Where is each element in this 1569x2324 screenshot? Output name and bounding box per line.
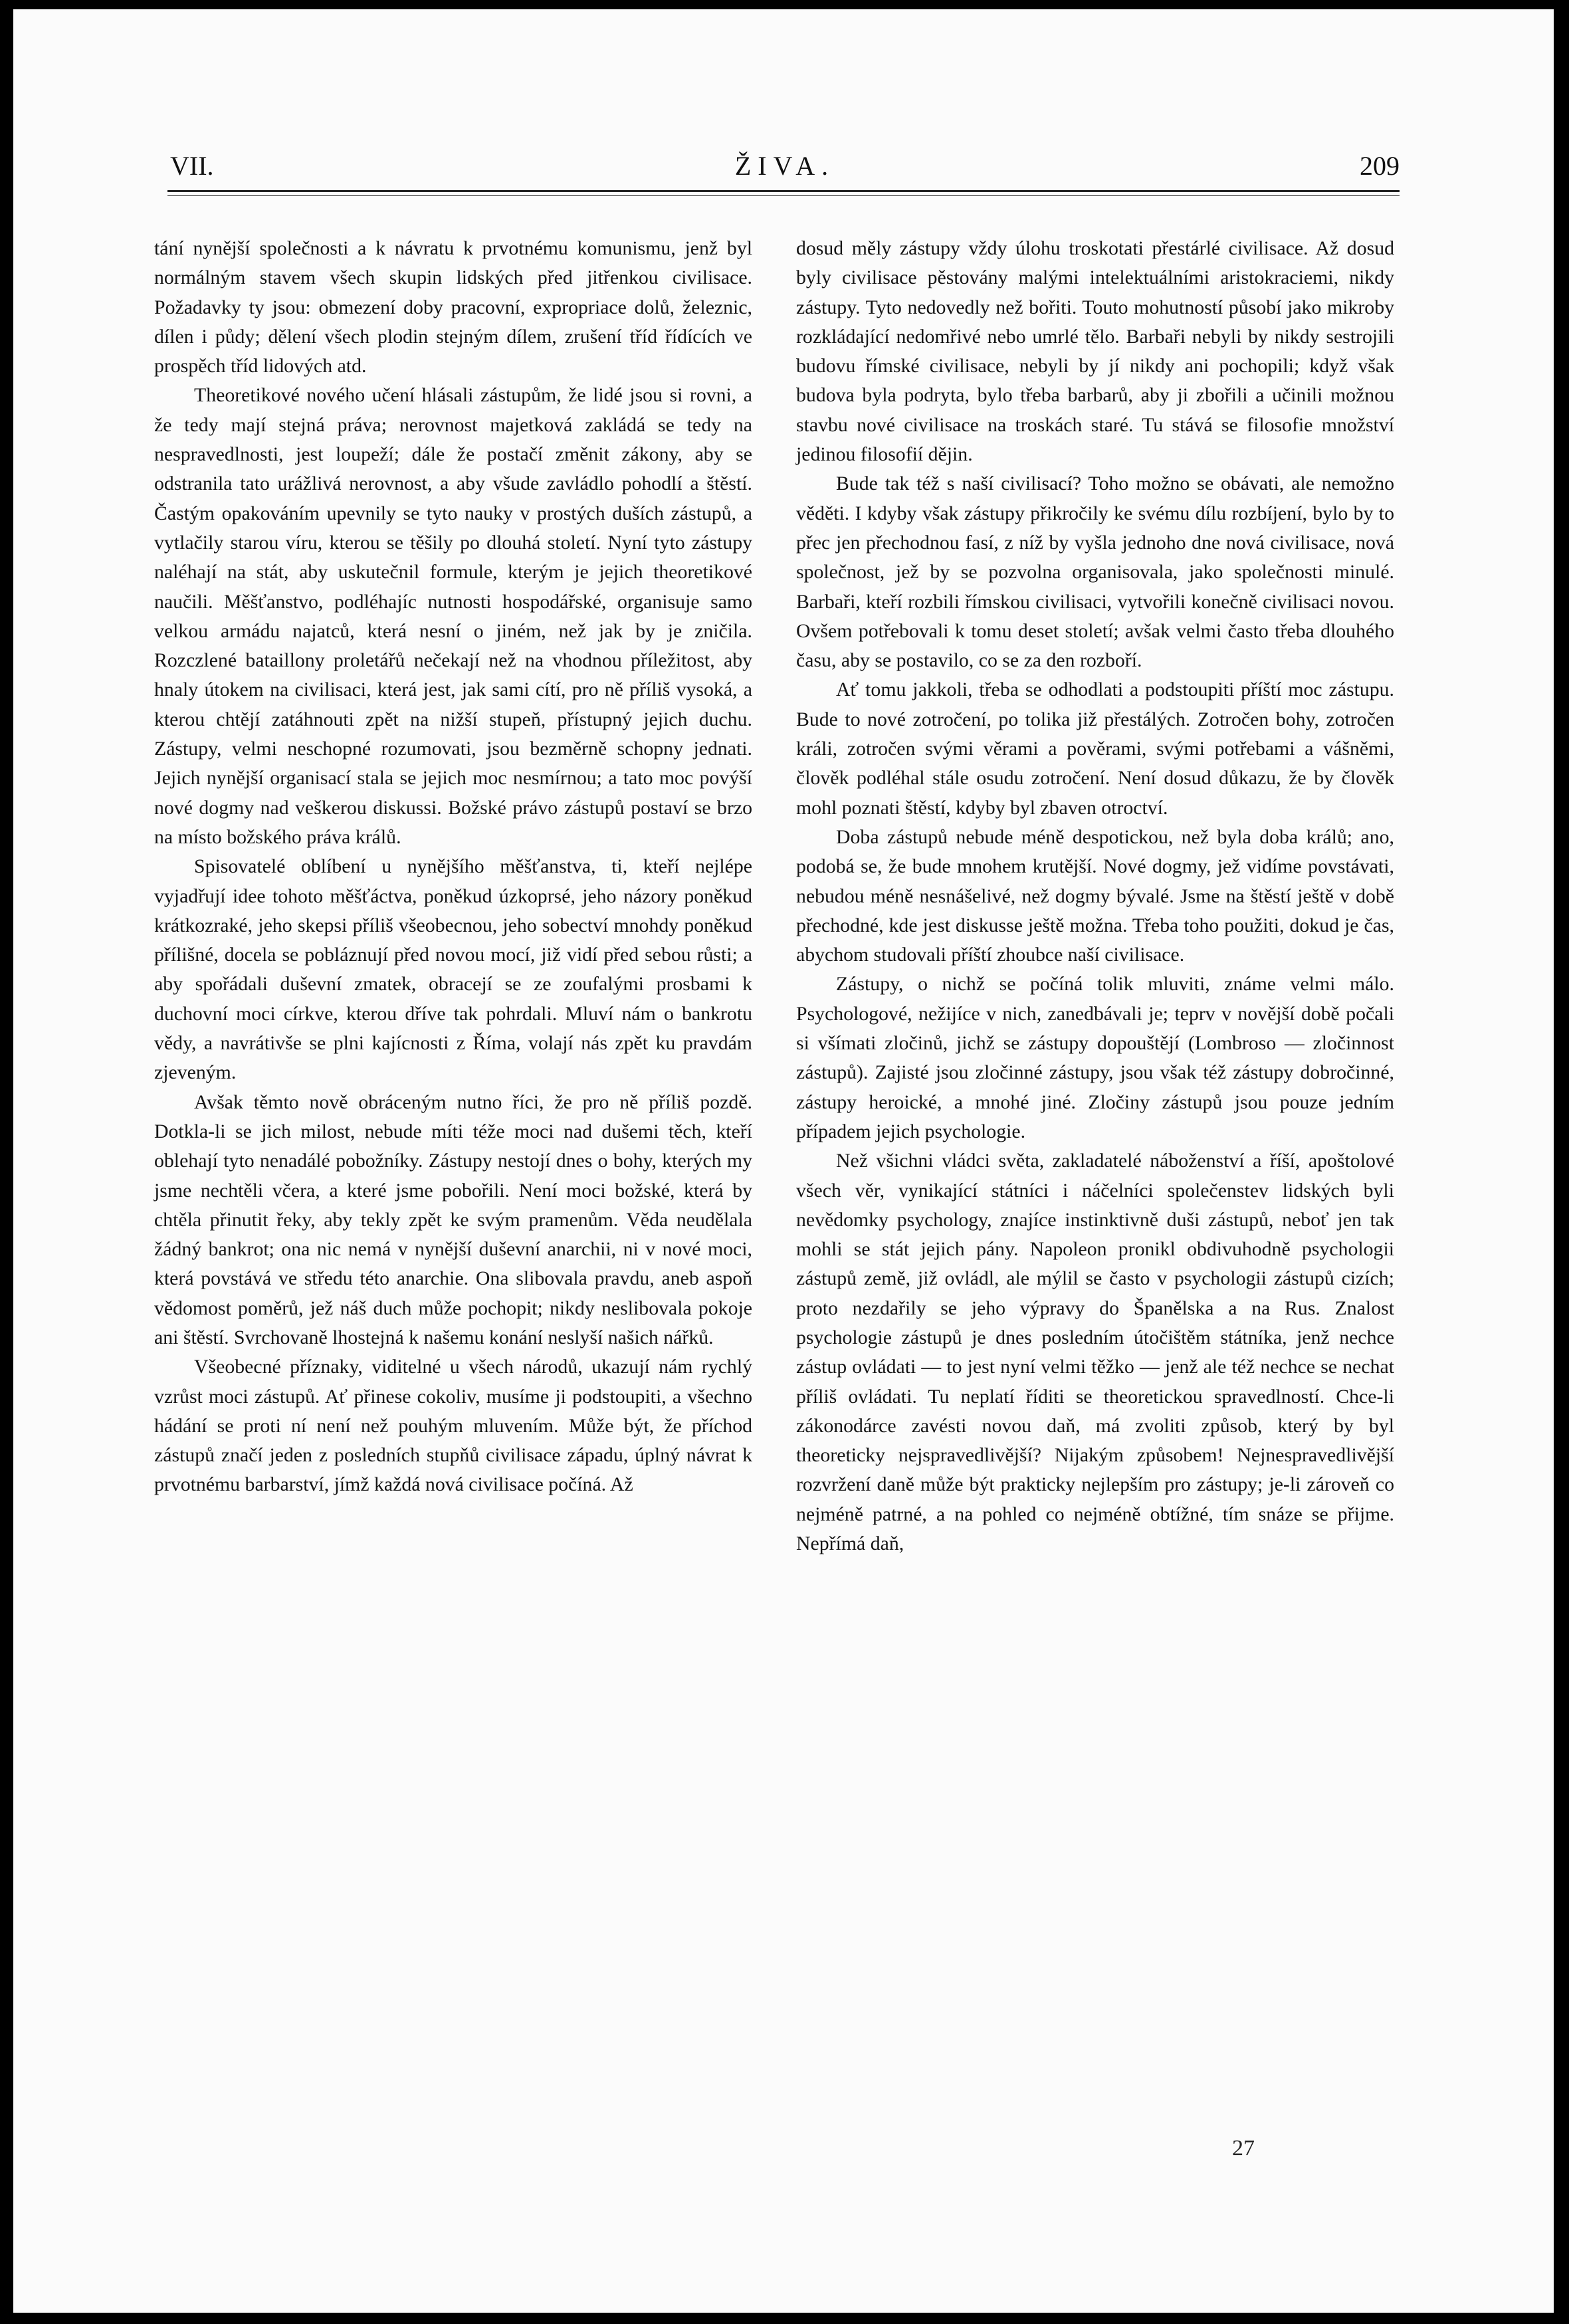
running-header [170, 150, 1400, 190]
paragraph: Zástupy, o nichž se počíná tolik mluviti, známe velmi málo. Psychologové, nežijíce v nich, zanedbávali je; teprv v novější době počali si všímati zločinů, jichž se zástupy dopouštějí (Lombroso — zločinnost zástupů). Zajisté jsou zločinné zástupy, jsou však též zástupy dobročinné, zástupy heroické, a mnohé jiné. Zločiny zástupů jsou pouze jedním případem jejich psychologie. [796, 973, 1394, 1142]
page-number: 209 [1360, 151, 1400, 181]
paragraph: Všeobecné příznaky, viditelné u všech národů, ukazují nám rychlý vzrůst moci zástupů. Ať přinese cokoliv, musíme ji podstoupiti, a všechno hádání se proti ní není než pouhým mluvením. Může být, že příchod zástupů značí jeden z posledních stupňů civilisace západu, úplný návrat k prvotnému barbarství, jímž každá nová civilisace počíná. Až [154, 1356, 752, 1496]
left-column [154, 234, 752, 1500]
paragraph: Avšak těmto nově obráceným nutno říci, že pro ně příliš pozdě. Dotkla-li se jich milost, nebude míti téže moci nad dušemi těch, kteří oblehají tyto nenadálé pobožníky. Zástupy nestojí dnes o bohy, kterých my jsme nechtěli včera, a které jsme pobořili. Není moci božské, která by chtěla přinutit řeky, aby tekly zpět ke svým pramenům. Věda neudělala žádný bankrot; ona nic nemá v nynější duševní anarchii, ni v nové moci, která povstává ve středu této anarchie. Ona slibovala pravdu, aneb aspoň vědomost poměrů, jež náš duch může pochopit; nikdy neslibovala pokoje ani štěstí. Svrchovaně lhostejná k našemu konání neslyší našich nářků. [154, 1091, 752, 1348]
section-number: VII. [170, 151, 214, 181]
paragraph: Doba zástupů nebude méně despotickou, než byla doba králů; ano, podobá se, že bude mnohem krutější. Nové dogmy, jež vidíme povstávati, nebudou méně nesnášelivé, než dogmy bývalé. Jsme na štěstí ještě v době přechodné, kde jest diskusse ještě možna. Třeba toho použiti, dokud je čas, abychom studovali příští zhoubce naší civilisace. [796, 825, 1394, 966]
paragraph: dosud měly zástupy vždy úlohu troskotati přestárlé civilisace. Až dosud byly civilisace pěstovány malými intelektuálními aristokraciemi, nikdy zástupy. Tyto nedovedly než bořiti. Touto mohutností působí jako mikroby rozkládající nedomřivé nebo umrlé tělo. Barbaři nebyli by nikdy sestrojili budovu římské civilisace, nebyli by jí nikdy ani pochopili; když však budova byla podryta, bylo třeba barbarů, aby ji zbořili a učinili možnou stavbu nové civilisace na troskách staré. Tu stává se filosofie množství jedinou filosofií dějin. [796, 237, 1394, 466]
paragraph: Ať tomu jakkoli, třeba se odhodlati a podstoupiti příští moc zástupu. Bude to nové zotročení, po tolika již přestálých. Zotročen bohy, zotročen králi, zotročen svými věrami a pověrami, svými potřebami a vášněmi, člověk podléhal stále osudu zotročení. Není dosud důkazu, že by člověk mohl poznati štěstí, kdyby byl zbaven otroctví. [796, 679, 1394, 819]
header-rule-thin [167, 195, 1400, 196]
paragraph: tání nynější společnosti a k návratu k prvotnému komunismu, jenž byl normálným stavem všech skupin lidských před jitřenkou civilisace. Požadavky ty jsou: obmezení doby pracovní, expropriace dolů, železnic, dílen i půdy; dělení všech plodin stejným dílem, zrušení tříd řídících ve prospěch tříd lidových atd. [154, 237, 752, 377]
page [13, 9, 1554, 2313]
paragraph: Než všichni vládci světa, zakladatelé náboženství a říší, apoštolové všech věr, vynikající státníci i náčelníci společenstev lidských byli nevědomky psychology, znajíce instinktivně duši zástupů, neboť jen tak mohli se stát jejich pány. Napoleon pronikl obdivuhodně psychologii zástupů země, již ovládl, ale mýlil se často v psychologii zástupů cizích; proto nezdařily se jeho výpravy do Španělska a na Rus. Znalost psychologie zástupů je dnes posledním útočištěm státníka, jenž nechce zástup ovládati — to jest nyní velmi těžko — jenž ale též nechce se nechat příliš ovládati. Tu neplatí říditi se theoretickou spravedlností. Chce-li zákonodárce zavésti novou daň, má zvoliti způsob, který by byl theoreticky nejspravedlivější? Nijakým způsobem! Nejnespravedlivější rozvržení daně může být prakticky nejlepším pro zástupy; je-li zároveň co nejméně patrné, a na pohled co nejméně obtížné, tím snáze se přijme. Nepřímá daň, [796, 1150, 1394, 1555]
paragraph: Bude tak též s naší civilisací? Toho možno se obávati, ale nemožno věděti. I kdyby však zástupy přikročily ke svému dílu rozbíjení, bylo by to přec jen přechodnou fasí, z níž by vyšla jednoho dne nová civilisace, nová společnost, jež by se pozvolna organisovala, jako společnosti minulé. Barbaři, kteří rozbili římskou civilisaci, vytvořili konečně civilisaci novou. Ovšem potřebovali k tomu deset století; avšak velmi často třeba dlouhého času, aby se postavilo, co se za den rozboří. [796, 473, 1394, 672]
signature-mark: 27 [1232, 2136, 1255, 2161]
header-rule-thick [167, 190, 1400, 192]
journal-title: ŽIVA. [734, 151, 835, 181]
paragraph: Spisovatelé oblíbení u nynějšího měšťanstva, ti, kteří nejlépe vyjadřují idee tohoto měšťáctva, poněkud úzkoprsé, jeho názory poněkud krátkozraké, jeho skepsi příliš všeobecnou, jeho sobectví mnohdy poněkud přílišné, docela se pobláznují před novou mocí, již vidí před sebou růsti; a aby spořádali duševní zmatek, obracejí se ze zoufalými prosbami k duchovní moci církve, kterou dříve tak pohrdali. Mluví nám o bankrotu vědy, a navrátivše se plni kajícnosti z Říma, volají nás zpět ku pravdám zjeveným. [154, 855, 752, 1084]
right-column [796, 234, 1394, 1558]
paragraph: Theoretikové nového učení hlásali zástupům, že lidé jsou si rovni, a že tedy mají stejná práva; nerovnost majetková zakládá se tedy na nespravedlnosti, jest loupeží; dále že postačí změnit zákony, aby se odstranila tato urážlivá nerovnost, a aby všude zavládlo pohodlí a štěstí. Častým opakováním upevnily se tyto nauky v prostých duších zástupů, a vytlačily starou víru, kterou se těšily po dlouhá století. Nyní tyto zástupy naléhají na stát, aby uskutečnil formule, kterým je jejich theoretikové naučili. Měšťanstvo, podléhajíc nutnosti hospodářské, organisuje samo velkou armádu najatců, která nesní o jiném, než jak by je zničila. Rozczlené bataillony proletářů nečekají než na vhodnou příležitost, aby hnaly útokem na civilisaci, která jest, jak sami cítí, pro ně příliš vysoká, a kterou chtějí zatáhnouti zpět na nižší stupeň, přístupný jejich duchu. Zástupy, velmi neschopné rozumovati, jsou bezměrně schopny jednati. Jejich nynější organisací stala se jejich moc nesmírnou; a tato moc povýší nové dogmy nad veškerou diskussi. Božské právo zástupů postaví se brzo na místo božského práva králů. [154, 384, 752, 848]
